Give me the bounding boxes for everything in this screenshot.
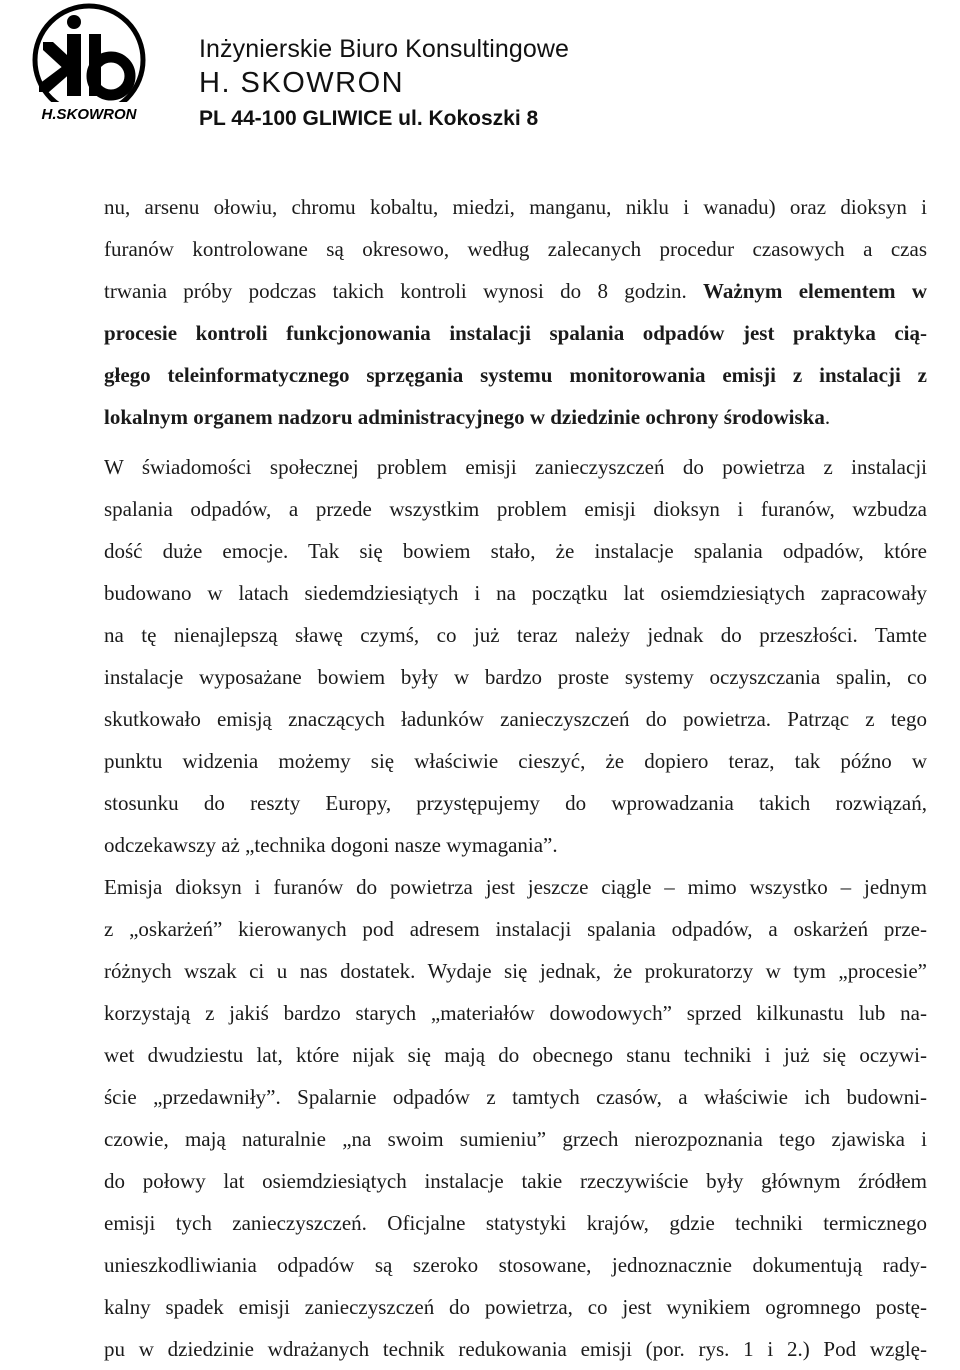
- text-line: budowano w latach siedemdziesiątych i na początku lat osiemdziesiątych zapracowały: [104, 581, 927, 605]
- text-line: kalny spadek emisji zanieczyszczeń do powietrza, co jest wynikiem ogromnego postę-: [104, 1295, 927, 1319]
- text-line: instalacje wyposażane bowiem były w bardzo proste systemy oczyszczania spalin, co: [104, 665, 927, 689]
- text-line: [104, 396, 927, 438]
- text-line: wet dwudziestu lat, które nijak się mają do obecnego stanu techniki i już się oczywi-: [104, 1043, 927, 1067]
- bold-text: lokalnym organem nadzoru administracyjnego w dziedzinie ochrony środowiska: [104, 405, 825, 429]
- text-span: .: [824, 405, 831, 429]
- bold-text: procesie kontroli funkcjonowania instalacji spalania odpadów jest praktyka cią-: [104, 321, 927, 345]
- text-line: czowie, mają naturalnie „na swoim sumieniu” grzech nierozpoznania tego zjawiska i: [104, 1127, 927, 1151]
- text-line: [104, 270, 927, 312]
- bold-text: Ważnym elementem w: [703, 279, 928, 303]
- company-owner: H. SKOWRON: [199, 67, 405, 99]
- document-body: [104, 186, 927, 1370]
- text-span: trwania próby podczas takich kontroli wynosi do 8 godzin.: [104, 279, 704, 303]
- text-line: do połowy lat osiemdziesiątych instalacje takie rzeczywiście były głównym źródłem: [104, 1169, 927, 1193]
- text-line: [104, 354, 927, 396]
- text-line: punktu widzenia możemy się właściwie cieszyć, że dopiero teraz, tak późno w: [104, 749, 927, 773]
- text-line: pu w dziedzinie wdrażanych technik redukowania emisji (por. rys. 1 i 2.) Pod wzglę-: [104, 1337, 927, 1361]
- text-line: spalania odpadów, a przede wszystkim problem emisji dioksyn i furanów, wzbudza: [104, 497, 927, 521]
- text-line: W świadomości społecznej problem emisji zanieczyszczeń do powietrza z instalacji: [104, 455, 927, 479]
- text-line: odczekawszy aż „technika dogoni nasze wymagania”.: [104, 833, 558, 857]
- text-line: Emisja dioksyn i furanów do powietrza jest jeszcze ciągle – mimo wszystko – jednym: [104, 875, 927, 899]
- text-line: ście „przedawniły”. Spalarnie odpadów z tamtych czasów, a właściwie ich budowni-: [104, 1085, 927, 1109]
- logo-text: H.SKOWRON: [41, 106, 137, 123]
- text-line: unieszkodliwiania odpadów są szeroko stosowane, jednoznacznie dokumentują rady-: [104, 1253, 927, 1277]
- text-line: skutkowało emisją znaczących ładunków zanieczyszczeń do powietrza. Patrząc z tego: [104, 707, 927, 731]
- text-line: na tę nienajlepszą sławę czymś, co już teraz należy jednak do przeszłości. Tamte: [104, 623, 927, 647]
- text-line: korzystają z jakiś bardzo starych „materiałów dowodowych” sprzed kilkunastu lub na-: [104, 1001, 927, 1025]
- text-line: [104, 312, 927, 354]
- text-line: emisji tych zanieczyszczeń. Oficjalne statystyki krajów, gdzie techniki termicznego: [104, 1211, 927, 1235]
- company-address: PL 44-100 GLIWICE ul. Kokoszki 8: [199, 107, 539, 130]
- company-header: [199, 32, 569, 134]
- text-line: stosunku do reszty Europy, przystępujemy do wprowadzania takich rozwiązań,: [104, 791, 927, 815]
- text-line: nu, arsenu ołowiu, chromu kobaltu, miedzi, manganu, niklu i wanadu) oraz dioksyn i: [104, 195, 927, 219]
- bold-text: głego teleinformatycznego sprzęgania systemu monitorowania emisji z instalacji z: [104, 363, 927, 387]
- text-line: furanów kontrolowane są okresowo, według zalecanych procedur czasowych a czas: [104, 237, 927, 261]
- text-line: z „oskarżeń” kierowanych pod adresem instalacji spalania odpadów, a oskarżeń prze-: [104, 917, 927, 941]
- text-line: dość duże emocje. Tak się bowiem stało, że instalacje spalania odpadów, które: [104, 539, 927, 563]
- company-name: Inżynierskie Biuro Konsultingowe: [199, 35, 570, 63]
- company-logo: [1, 2, 177, 128]
- text-line: różnych wszak ci u nas dostatek. Wydaje się jednak, że prokuratorzy w tym „procesie”: [104, 959, 927, 983]
